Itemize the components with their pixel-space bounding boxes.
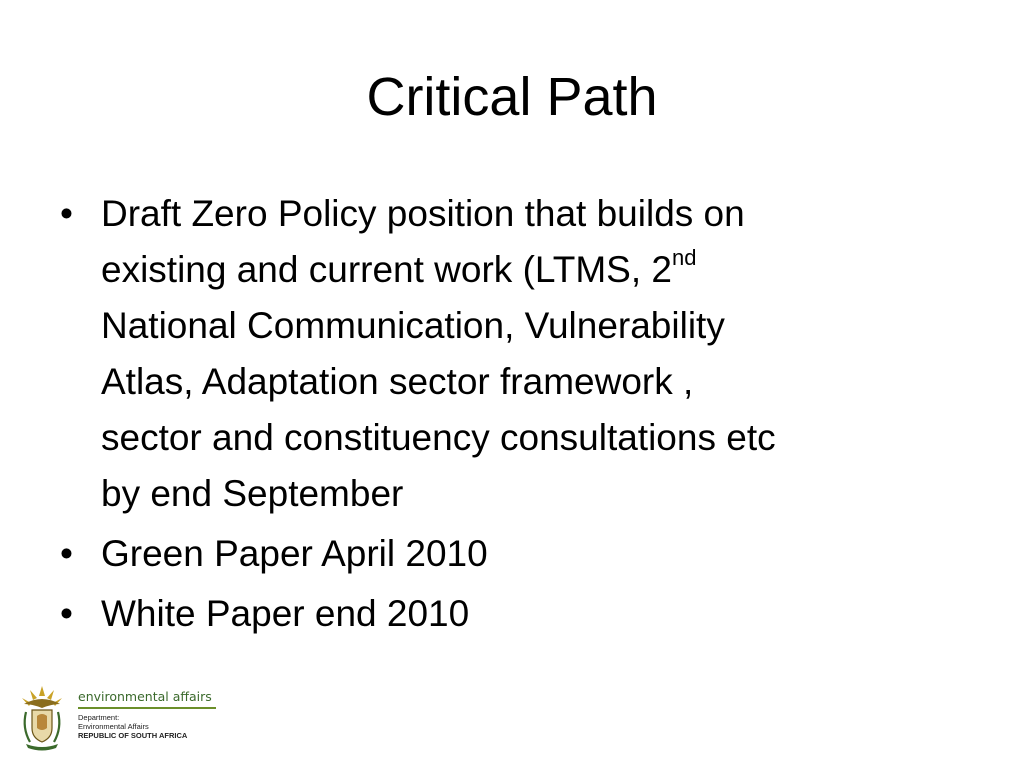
bullet-text-line: sector and constituency consultations etc xyxy=(101,417,776,458)
logo-text-block xyxy=(78,690,228,740)
brand-divider xyxy=(78,707,216,709)
bullet-item-green-paper xyxy=(60,526,960,582)
bullet-text-line xyxy=(101,242,960,298)
bullet-glyph: • xyxy=(60,193,73,234)
department-label: Department: xyxy=(78,713,120,722)
bullet-glyph: • xyxy=(60,533,73,574)
slide-title: Critical Path xyxy=(366,67,658,127)
bullet-text-line: Atlas, Adaptation sector framework , xyxy=(101,361,694,402)
bullet-text-line: White Paper end 2010 xyxy=(101,593,470,634)
bullet-text-line: National Communication, Vulnerability xyxy=(101,305,725,346)
bullet-text-segment: existing and current work (LTMS, 2 xyxy=(101,249,672,290)
bullet-text-line: Draft Zero Policy position that builds on xyxy=(101,193,745,234)
bullet-item-white-paper xyxy=(60,586,960,642)
bullet-text-line: by end September xyxy=(101,473,404,514)
ordinal-superscript: nd xyxy=(671,244,697,270)
bullet-item-draft-zero-policy xyxy=(60,186,960,522)
bullet-glyph: • xyxy=(60,593,73,634)
bullet-list xyxy=(60,186,960,646)
department-name: Environmental Affairs xyxy=(78,722,149,731)
department-logo xyxy=(16,682,226,754)
bullet-text-line: Green Paper April 2010 xyxy=(101,533,488,574)
coat-of-arms-icon xyxy=(16,682,68,752)
brand-name: environmental affairs xyxy=(78,689,212,704)
country-name: REPUBLIC OF SOUTH AFRICA xyxy=(78,731,188,740)
